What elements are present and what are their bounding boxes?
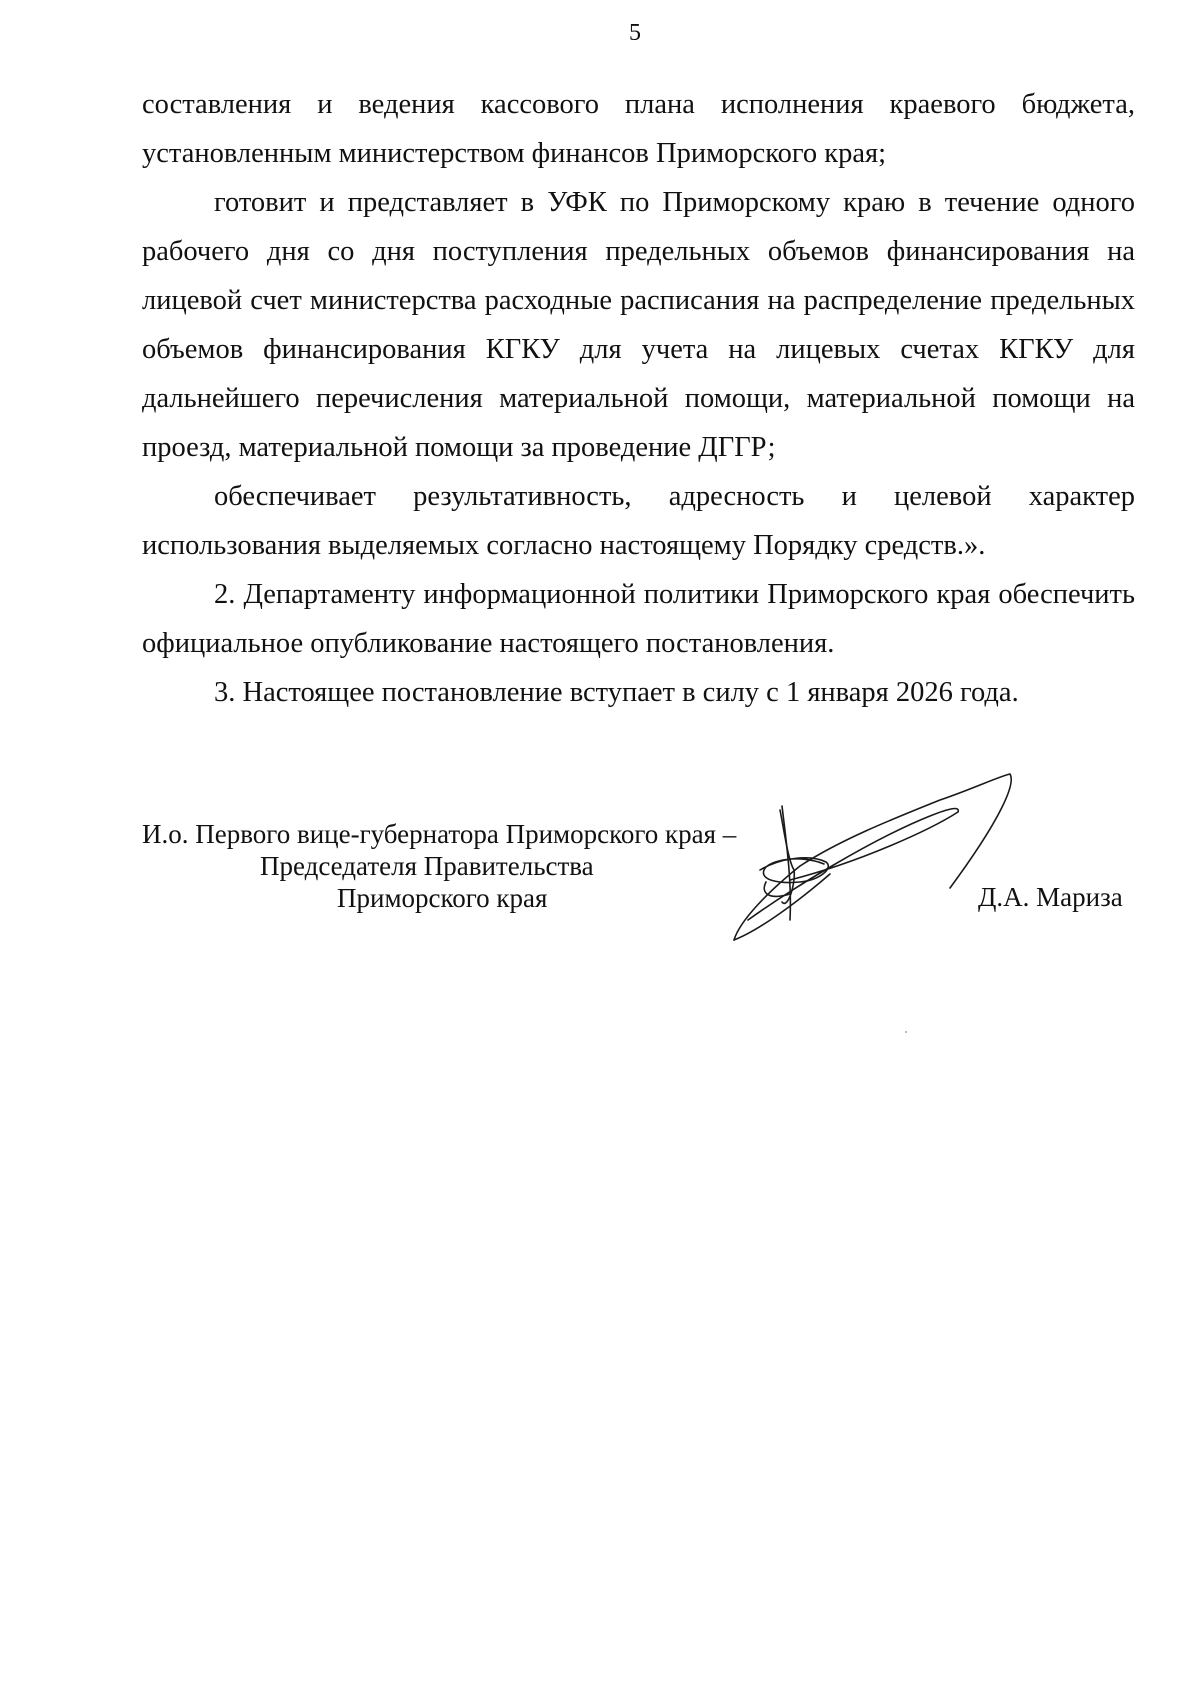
document-body (142, 80, 1135, 717)
signatory-title-line-2: Председателя Правительства (260, 851, 594, 881)
page-number: 5 (629, 20, 641, 46)
handwritten-signature (730, 770, 1040, 950)
signatory-title (142, 818, 736, 914)
signatory-title-line-3: Приморского края (337, 883, 548, 913)
paragraph-continuation: составления и ведения кассового плана исполнения краевого бюджета, установленным министерством финансов Приморского края; (142, 89, 1135, 169)
signatory-title-line-1: И.о. Первого вице-губернатора Приморского края – (142, 819, 737, 849)
paragraph-ensures-effectiveness: обеспечивает результативность, адресность и целевой характер использования выделяемых согласно настоящему Порядку средств.». (142, 481, 1135, 561)
paragraph-item-2: 2. Департаменту информационной политики Приморского края обеспечить официальное опубликование настоящего постановления. (142, 579, 1135, 659)
paragraph-prepares-schedules: готовит и представляет в УФК по Приморскому краю в течение одного рабочего дня со дня поступления предельных объемов финансирования на лицевой счет министерства расходные расписания на распределение предельных объемов финансирования КГКУ для учета на лицевых счетах КГКУ для дальнейшего перечисления материальной помощи, материальной помощи на проезд, материальной помощи за проведение ДГГР; (142, 187, 1135, 463)
paragraph-item-3: 3. Настоящее постановление вступает в силу с 1 января 2026 года. (214, 677, 1019, 708)
scan-speck (905, 1031, 907, 1033)
signatory-name: Д.А. Мариза (978, 882, 1123, 912)
